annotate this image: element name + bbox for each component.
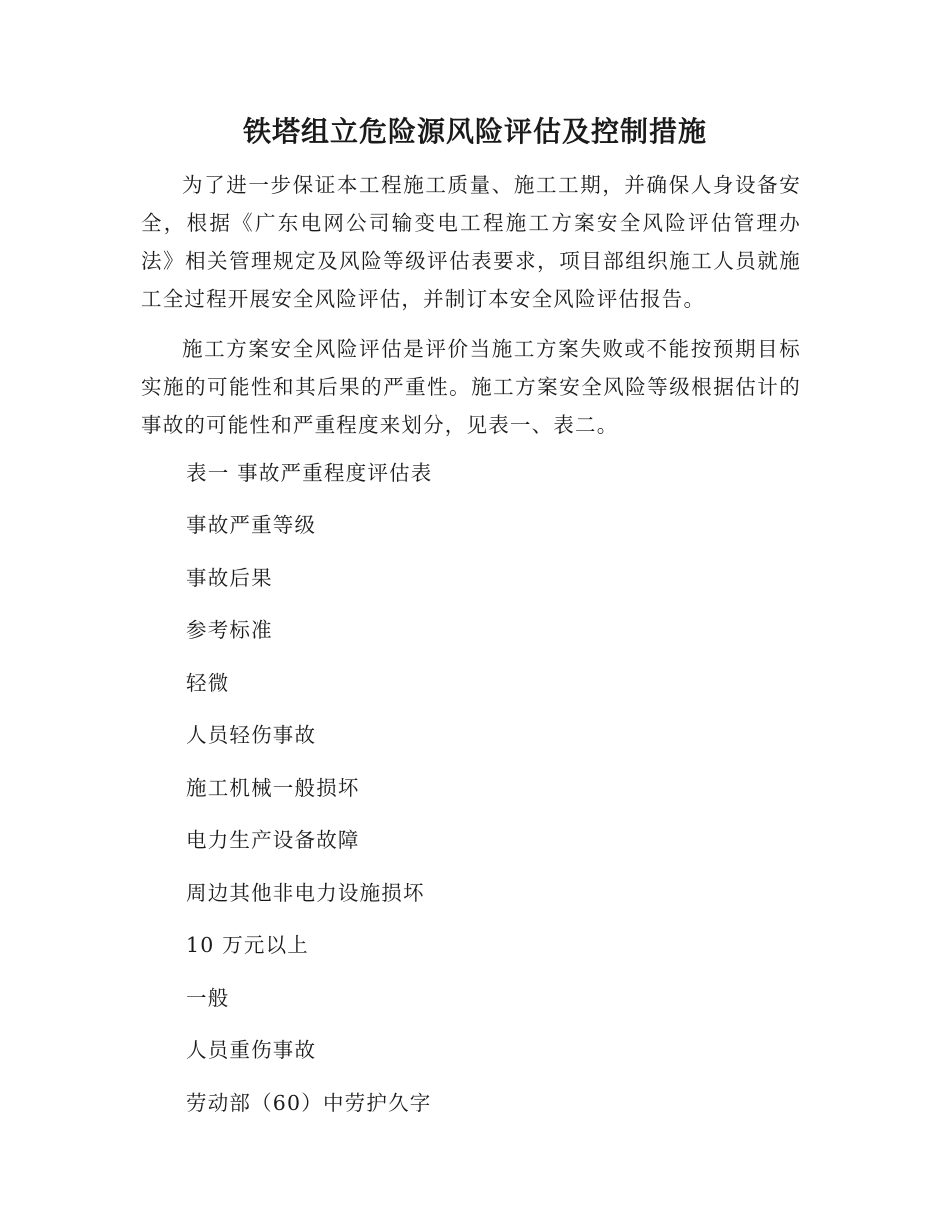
table-cell-level-minor: 轻微 <box>186 671 230 695</box>
table-header-consequence: 事故后果 <box>186 566 273 590</box>
table-header-reference: 参考标准 <box>186 618 273 642</box>
table-cell-reference: 劳动部（60）中劳护久字 <box>186 1091 432 1115</box>
table-cell-consequence: 人员重伤事故 <box>186 1038 317 1062</box>
document-title: 铁塔组立危险源风险评估及控制措施 <box>242 115 707 148</box>
table-caption: 表一 事故严重程度评估表 <box>186 461 433 485</box>
assessment-paragraph: 施工方案安全风险评估是评价当施工方案失败或不能按预期目标实施的可能性和其后果的严重性。施工方案安全风险等级根据估计的事故的可能性和严重程度来划分，见表一、表二。 <box>141 337 801 437</box>
table-cell-consequence: 施工机械一般损坏 <box>186 776 360 800</box>
table-cell-consequence: 10 万元以上 <box>186 933 310 957</box>
table-header-severity: 事故严重等级 <box>186 513 317 537</box>
intro-paragraph: 为了进一步保证本工程施工质量、施工工期，并确保人身设备安全，根据《广东电网公司输变电工程施工方案安全风险评估管理办法》相关管理规定及风险等级评估表要求，项目部组织施工人员就施工全过程开展安全风险评估，并制订本安全风险评估报告。 <box>141 173 801 311</box>
table-cell-consequence: 人员轻伤事故 <box>186 723 317 747</box>
table-cell-level-general: 一般 <box>186 986 230 1010</box>
table-cell-consequence: 电力生产设备故障 <box>186 828 360 852</box>
table-cell-consequence: 周边其他非电力设施损坏 <box>186 881 425 905</box>
